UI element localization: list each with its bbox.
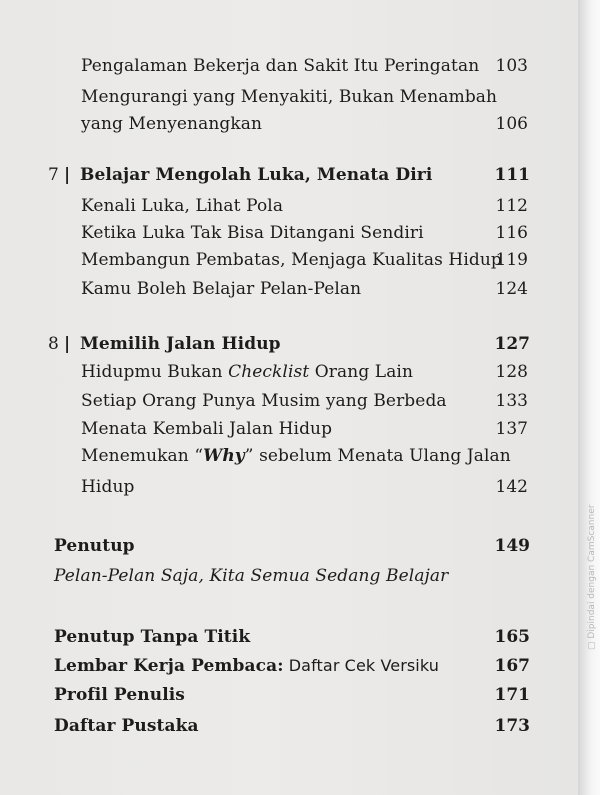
watermark-text: Dipindai dengan CamScanner (587, 504, 597, 639)
back-matter-title: Penutup Tanpa Titik (54, 627, 251, 647)
chapter-page: 111 (494, 165, 530, 185)
toc-entry (0, 446, 578, 472)
toc-entry (0, 223, 578, 249)
toc-entry-page: 112 (495, 196, 528, 216)
toc-entry-title: Menata Kembali Jalan Hidup (81, 419, 333, 439)
scanner-watermark (587, 505, 597, 650)
toc-entry-title-cont: yang Menyenangkan (81, 114, 263, 134)
toc-entry-page: 133 (495, 391, 528, 411)
closing-page: 149 (494, 536, 530, 556)
toc-entry-page: 106 (495, 114, 528, 134)
chapter-separator: | (64, 165, 71, 185)
toc-entry (0, 391, 578, 417)
toc-entry-title: Mengurangi yang Menyakiti, Bukan Menambah (81, 87, 498, 107)
toc-entry (0, 362, 578, 388)
toc-entry-title: Membangun Pembatas, Menjaga Kualitas Hidup (81, 250, 502, 270)
toc-entry-title: Menemukan “Why” sebelum Menata Ulang Jalan (81, 446, 511, 466)
back-matter-entry (0, 716, 578, 742)
toc-entry-page: 137 (495, 419, 528, 439)
toc-entry (0, 87, 578, 113)
toc-entry-page: 119 (495, 250, 528, 270)
chapter-number: 7 (48, 165, 59, 185)
toc-entry-title: Setiap Orang Punya Musim yang Berbeda (81, 391, 447, 411)
toc-entry (0, 250, 578, 276)
toc-entry-page: 128 (495, 362, 528, 382)
closing-title: Penutup (54, 536, 135, 556)
chapter-heading (0, 334, 578, 360)
closing-subtitle: Pelan-Pelan Saja, Kita Semua Sedang Belajar (54, 566, 449, 586)
toc-entry (0, 114, 578, 140)
chapter-title: Belajar Mengolah Luka, Menata Diri (80, 165, 433, 185)
chapter-heading (0, 165, 578, 191)
emphasis-text: Why (203, 446, 245, 466)
closing-subtitle-row (0, 566, 578, 592)
toc-entry-page: 124 (495, 279, 528, 299)
back-matter-suffix: Daftar Cek Versiku (283, 656, 439, 675)
page-edge (578, 0, 600, 795)
toc-entry-title: Kenali Luka, Lihat Pola (81, 196, 284, 216)
back-matter-page: 171 (494, 685, 530, 705)
back-matter-page: 165 (494, 627, 530, 647)
toc-entry (0, 419, 578, 445)
toc-entry-title-cont: Hidup (81, 477, 135, 497)
back-matter-title: Daftar Pustaka (54, 716, 199, 736)
watermark-icon: ▢ (587, 638, 597, 650)
chapter-title: Memilih Jalan Hidup (80, 334, 281, 354)
toc-entry-page: 116 (495, 223, 528, 243)
back-matter-page: 167 (494, 656, 530, 676)
toc-entry-title: Pengalaman Bekerja dan Sakit Itu Peringatan (81, 56, 480, 76)
back-matter-title: Profil Penulis (54, 685, 185, 705)
back-matter-entry (0, 627, 578, 653)
toc-entry-title: Hidupmu Bukan Checklist Orang Lain (81, 362, 414, 382)
back-matter-entry (0, 685, 578, 711)
chapter-number: 8 (48, 334, 59, 354)
closing-heading (0, 536, 578, 562)
back-matter-entry (0, 656, 578, 682)
toc-entry-page: 103 (495, 56, 528, 76)
back-matter-title: Lembar Kerja Pembaca: Daftar Cek Versiku (54, 656, 439, 676)
emphasis-text: Checklist (228, 362, 310, 382)
chapter-page: 127 (494, 334, 530, 354)
back-matter-page: 173 (494, 716, 530, 736)
toc-entry (0, 477, 578, 503)
toc-entry (0, 56, 578, 82)
chapter-separator: | (64, 334, 71, 354)
toc-entry (0, 279, 578, 305)
toc-entry-page: 142 (495, 477, 528, 497)
toc-entry-title: Ketika Luka Tak Bisa Ditangani Sendiri (81, 223, 424, 243)
toc-entry-title: Kamu Boleh Belajar Pelan-Pelan (81, 279, 362, 299)
toc-entry (0, 196, 578, 222)
